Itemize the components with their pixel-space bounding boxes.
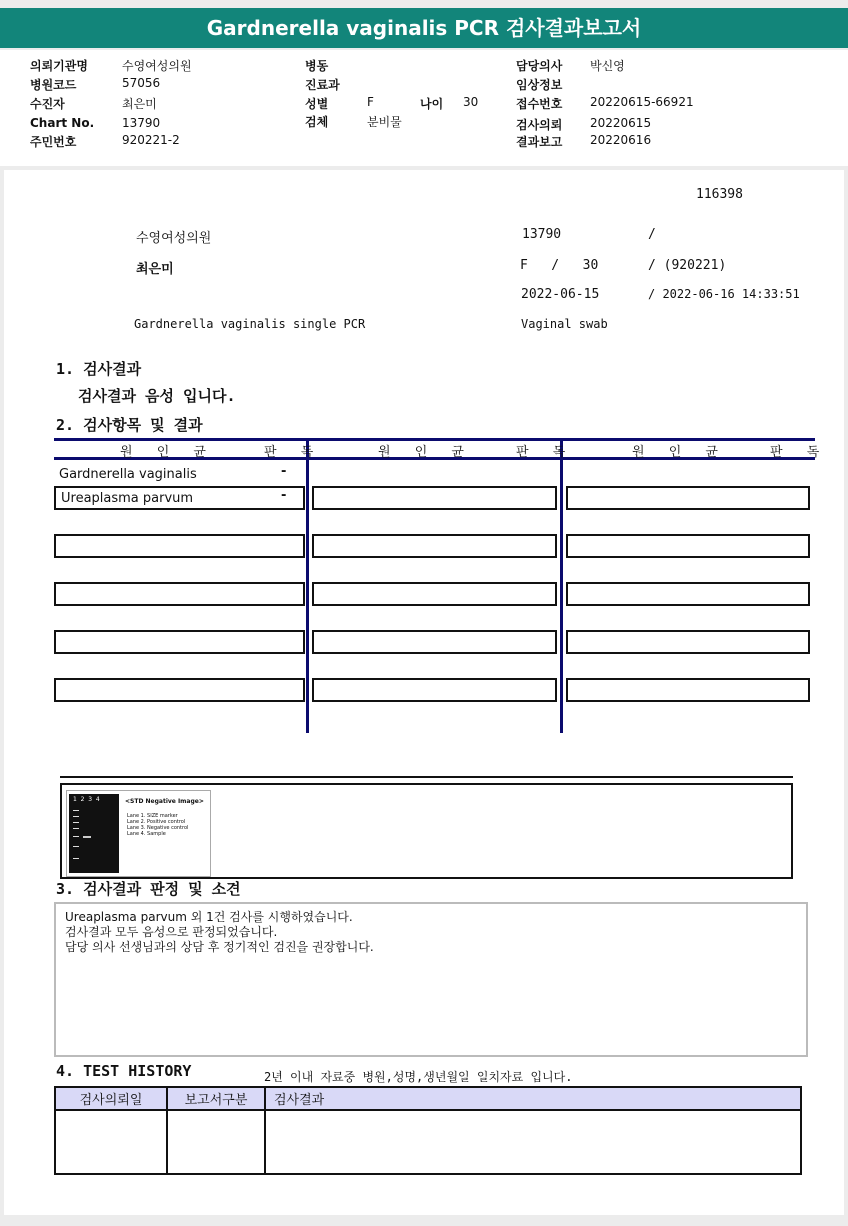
col-header-organism-2: 원 인 균 <box>378 445 474 460</box>
gel-legend-line: Lane 1. SIZE marker <box>127 813 178 819</box>
gel-legend-line: Lane 2. Positive control <box>127 819 186 825</box>
history-cell <box>55 1110 167 1174</box>
summary-specimen: Vaginal swab <box>521 317 608 331</box>
label-sex: 성별 <box>305 97 329 111</box>
value-specimen: 분비물 <box>367 115 402 129</box>
opinion-line: 검사결과 모두 음성으로 판정되었습니다. <box>65 925 278 939</box>
value-report-date: 20220616 <box>590 133 652 147</box>
value-doctor: 박신영 <box>590 59 625 73</box>
result-cell <box>312 486 557 510</box>
marker-band <box>73 810 79 811</box>
label-receipt-no: 접수번호 <box>516 97 563 111</box>
result-cell <box>566 534 810 558</box>
value-request-date: 20220615 <box>590 116 652 130</box>
label-specimen: 검체 <box>305 115 329 129</box>
summary-chart: 13790 <box>522 227 562 242</box>
opinion-box <box>54 902 808 1057</box>
summary-test-name: Gardnerella vaginalis single PCR <box>134 317 366 331</box>
report-title: Gardnerella vaginalis PCR 검사결과보고서 <box>0 8 848 48</box>
history-note: 2년 이내 자료중 병원,성명,생년월일 일치자료 입니다. <box>264 1070 573 1084</box>
organism-result: - <box>281 464 287 479</box>
result-cell <box>312 678 557 702</box>
value-age: 30 <box>463 95 479 109</box>
history-col-request-date: 검사의뢰일 <box>55 1087 167 1110</box>
result-cell <box>54 534 305 558</box>
result-cell <box>312 630 557 654</box>
history-col-report-type: 보고서구분 <box>167 1087 265 1110</box>
document-number: 116398 <box>696 187 743 202</box>
gel-photo <box>69 794 119 873</box>
organism-name: Ureaplasma parvum <box>61 491 194 506</box>
gel-legend-line: Lane 3. Negative control <box>127 825 189 831</box>
result-cell <box>312 534 557 558</box>
col-header-reading-1: 판 독 <box>264 445 324 460</box>
marker-band <box>73 816 79 817</box>
marker-band <box>73 858 79 859</box>
result-cell <box>566 630 810 654</box>
label-hospital-code: 병원코드 <box>30 78 77 92</box>
summary-ssn: / (920221) <box>648 258 727 273</box>
col-header-reading-2: 판 독 <box>516 445 576 460</box>
summary-report-datetime: / 2022-06-16 14:33:51 <box>648 287 800 301</box>
result-cell <box>54 582 305 606</box>
value-clinic: 수영여성의원 <box>122 59 192 73</box>
positive-control-band <box>83 836 91 838</box>
marker-band <box>73 846 79 847</box>
result-cell <box>566 582 810 606</box>
col-header-reading-3: 판 독 <box>770 445 830 460</box>
result-cell <box>566 486 810 510</box>
label-clinic: 의뢰기관명 <box>30 59 88 73</box>
column-divider-2 <box>560 438 563 733</box>
summary-patient: 최은미 <box>136 262 174 277</box>
result-cell <box>54 630 305 654</box>
history-header-row <box>55 1087 801 1110</box>
gel-title: <STD Negative Image> <box>125 798 204 805</box>
gel-lane-numbers: 1 2 3 4 <box>73 796 100 803</box>
history-cell <box>265 1110 801 1174</box>
label-doctor: 담당의사 <box>516 59 563 73</box>
gel-thumbnail <box>66 790 211 877</box>
section1-heading: 1. 검사결과 <box>56 360 142 378</box>
result-cell <box>54 486 305 510</box>
result-cell <box>566 678 810 702</box>
section2-heading: 2. 검사항목 및 결과 <box>56 416 203 434</box>
opinion-line: Ureaplasma parvum 외 1건 검사를 시행하였습니다. <box>65 910 353 924</box>
gel-legend-line: Lane 4. Sample <box>127 831 166 837</box>
col-header-organism-3: 원 인 균 <box>632 445 728 460</box>
column-divider-1 <box>306 438 309 733</box>
value-chart-no: 13790 <box>122 116 161 130</box>
gel-image-panel <box>60 783 793 879</box>
summary-request-date: 2022-06-15 <box>521 287 600 302</box>
result-cell <box>54 678 305 702</box>
col-header-organism-1: 원 인 균 <box>120 445 216 460</box>
organism-result: - <box>281 488 287 503</box>
marker-band <box>73 836 79 837</box>
label-ssn: 주민번호 <box>30 135 77 149</box>
history-cell <box>167 1110 265 1174</box>
section4-heading: 4. TEST HISTORY <box>56 1062 192 1080</box>
summary-sex-age: F / 30 <box>520 258 599 273</box>
opinion-line: 담당 의사 선생님과의 상담 후 정기적인 검진을 권장합니다. <box>65 940 374 954</box>
history-table <box>54 1086 802 1175</box>
value-ssn: 920221-2 <box>122 133 180 147</box>
result-cell <box>312 582 557 606</box>
organism-name: Gardnerella vaginalis <box>59 467 197 482</box>
gel-top-rule <box>60 776 793 778</box>
label-request-date: 검사의뢰 <box>516 118 563 132</box>
section3-heading: 3. 검사결과 판정 및 소견 <box>56 880 241 898</box>
history-empty-row <box>55 1110 801 1174</box>
label-report-date: 결과보고 <box>516 135 563 149</box>
label-department: 진료과 <box>305 78 340 92</box>
result-summary-text: 검사결과 음성 입니다. <box>78 387 236 405</box>
label-patient: 수진자 <box>30 97 65 111</box>
label-chart-no: Chart No. <box>30 116 95 130</box>
marker-band <box>73 822 79 823</box>
history-col-result: 검사결과 <box>265 1087 801 1110</box>
value-sex: F <box>367 95 374 109</box>
summary-clinic: 수영여성의원 <box>136 231 212 246</box>
header-info <box>0 50 848 166</box>
opinion-text <box>65 910 374 955</box>
label-clinical-info: 임상정보 <box>516 78 563 92</box>
value-receipt-no: 20220615-66921 <box>590 95 694 109</box>
value-patient: 최은미 <box>122 97 157 111</box>
summary-slash: / <box>648 227 656 242</box>
value-hospital-code: 57056 <box>122 76 161 90</box>
label-ward: 병동 <box>305 59 329 73</box>
label-age: 나이 <box>420 97 444 111</box>
marker-band <box>73 828 79 829</box>
